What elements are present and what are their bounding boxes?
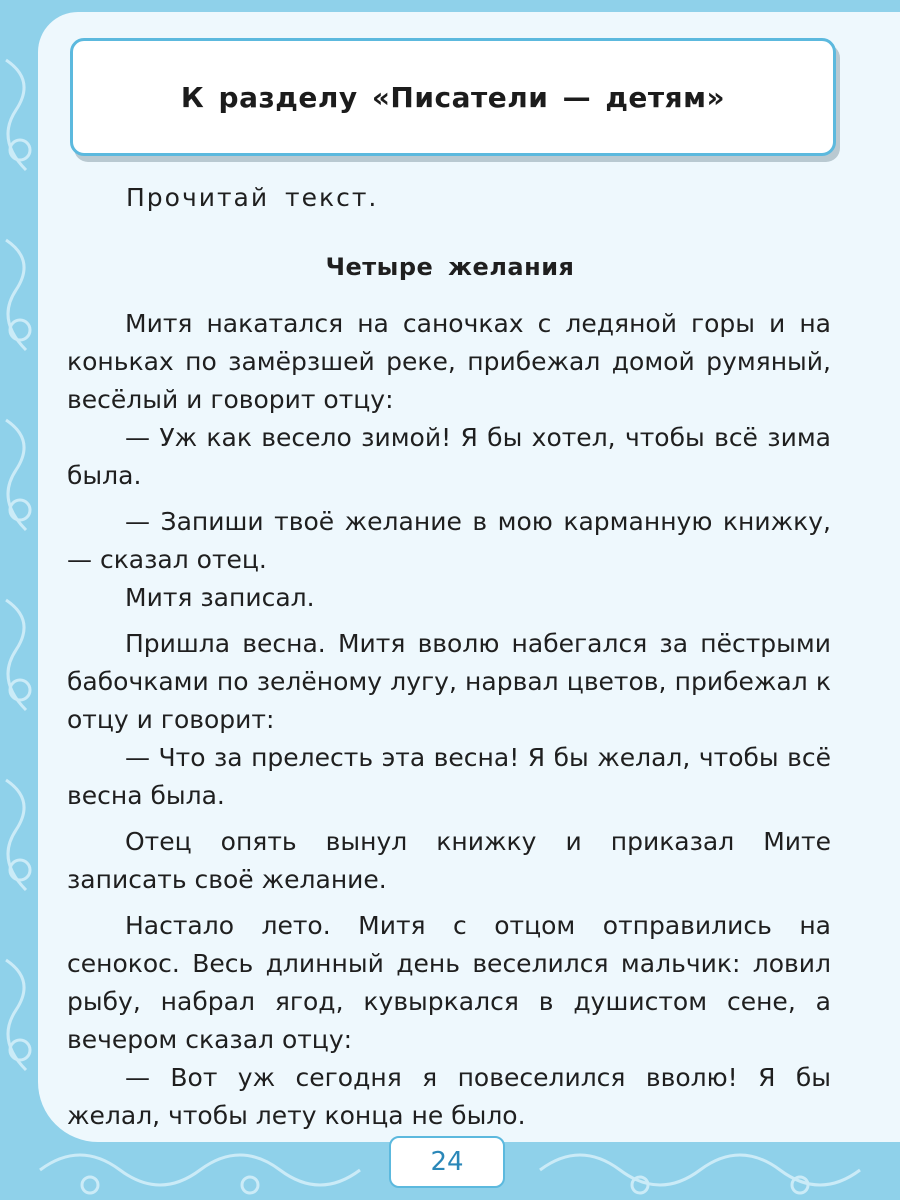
story-paragraph: Настало лето. Митя с отцом отправились на сенокос. Весь длинный день веселился мальчик: ловил рыбу, набрал ягод, кувыркался в душистом сене, а вечером сказал отцу:: [67, 911, 831, 1054]
page-number: 24: [430, 1147, 464, 1177]
story-title: Четыре желания: [325, 253, 575, 281]
story-paragraph: — Запиши твоё желание в мою карманную книжку, — сказал отец.: [67, 507, 831, 574]
section-header: [70, 38, 836, 156]
story-text: [67, 305, 831, 1135]
instruction-text: Прочитай текст.: [126, 183, 379, 212]
story-paragraph: — Вот уж сегодня я повеселился вволю! Я бы желал, чтобы лету конца не было.: [67, 1063, 831, 1130]
story-paragraph: Пришла весна. Митя вволю набегался за пёстрыми бабочками по зелёному лугу, нарвал цветов, прибежал к отцу и говорит:: [67, 629, 831, 734]
story-paragraph: Митя накатался на саночках с ледяной горы и на коньках по замёрзшей реке, прибежал домой румяный, весёлый и говорит отцу:: [67, 309, 831, 414]
section-title: К разделу «Писатели — детям»: [180, 80, 726, 114]
page-number-box: [389, 1136, 505, 1188]
story-paragraph: Митя записал.: [125, 583, 315, 612]
story-paragraph: — Уж как весело зимой! Я бы хотел, чтобы всё зима была.: [67, 423, 831, 490]
story-paragraph: Отец опять вынул книжку и приказал Мите записать своё желание.: [67, 827, 831, 894]
story-paragraph: — Что за прелесть эта весна! Я бы желал, чтобы всё весна была.: [67, 743, 831, 810]
